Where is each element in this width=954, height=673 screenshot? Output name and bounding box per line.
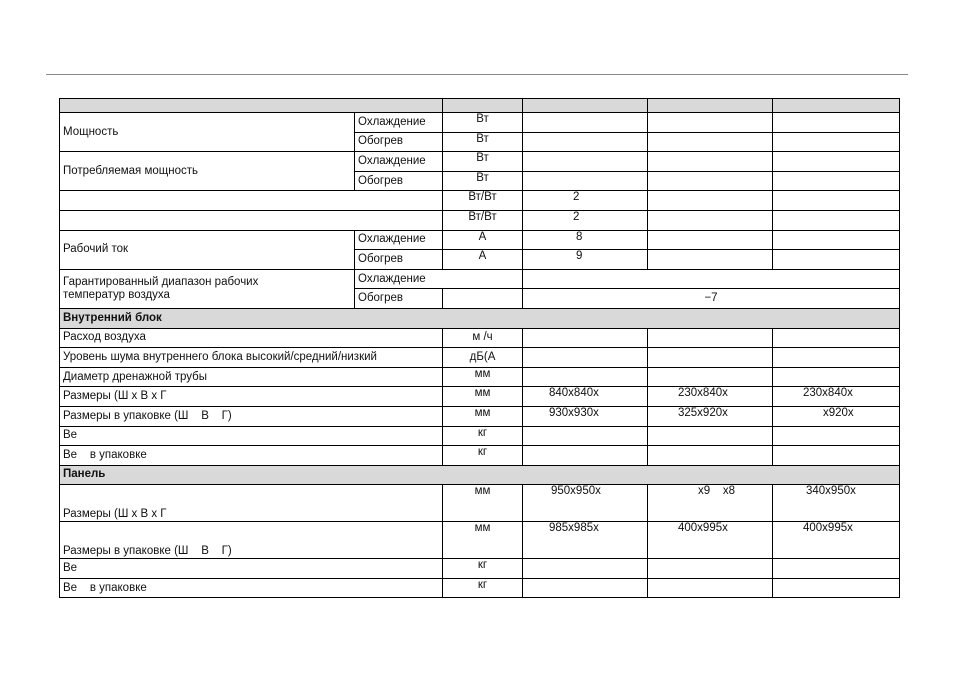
- panel-pack-dims-value: 400x995x: [773, 522, 900, 559]
- specifications-table: [59, 98, 900, 598]
- ratio2-unit: Вт/Вт: [443, 210, 523, 230]
- airflow-unit: м /ч: [443, 328, 523, 348]
- top-divider: [46, 74, 908, 75]
- table-row: [60, 387, 900, 407]
- current-value-heat: 9: [523, 250, 648, 270]
- current-heat-label: Обогрев: [355, 250, 443, 270]
- indoor-dims-label: Размеры (Ш х В х Г: [60, 387, 443, 407]
- table-row: [60, 348, 900, 368]
- consumption-unit-heat: Вт: [443, 171, 523, 191]
- power-heat-label: Обогрев: [355, 132, 443, 152]
- indoor-pack-weight-unit: кг: [443, 446, 523, 466]
- panel-pack-weight-label: Ве в упаковке: [60, 578, 443, 598]
- header-cell: [773, 99, 900, 113]
- table-row: [60, 485, 900, 522]
- ratio1-value: 2: [523, 191, 648, 211]
- table-row: [60, 406, 900, 426]
- panel-dims-label: Размеры (Ш х В х Г: [60, 485, 443, 522]
- indoor-pack-weight-label: Ве в упаковке: [60, 446, 443, 466]
- noise-label: Уровень шума внутреннего блока высокий/средний/низкий: [60, 348, 443, 368]
- indoor-pack-dims-value: 930x930x: [523, 406, 648, 426]
- table-row: [60, 446, 900, 466]
- section-row: [60, 465, 900, 485]
- panel-pack-weight-unit: кг: [443, 578, 523, 598]
- indoor-weight-label: Ве: [60, 426, 443, 446]
- indoor-dims-value: 840x840x: [523, 387, 648, 407]
- indoor-dims-value: 230x840x: [648, 387, 773, 407]
- panel-dims-value: 950x950x: [523, 485, 648, 522]
- table-row: [60, 230, 900, 250]
- indoor-pack-dims-label: Размеры в упаковке (Ш В Г): [60, 406, 443, 426]
- indoor-pack-dims-unit: мм: [443, 406, 523, 426]
- panel-weight-unit: кг: [443, 559, 523, 579]
- temp-heat-value: −7: [523, 289, 900, 309]
- panel-weight-label: Ве: [60, 559, 443, 579]
- panel-dims-value: 340x950x: [773, 485, 900, 522]
- current-value-cool: 8: [523, 230, 648, 250]
- table-row: [60, 559, 900, 579]
- header-cell: [523, 99, 648, 113]
- power-cool-label: Охлаждение: [355, 113, 443, 133]
- current-unit-heat: А: [443, 250, 523, 270]
- power-unit-heat: Вт: [443, 132, 523, 152]
- header-cell: [443, 99, 523, 113]
- temp-cool-label: Охлаждение: [355, 269, 523, 289]
- current-label: Рабочий ток: [60, 230, 355, 269]
- consumption-cool-label: Охлаждение: [355, 152, 443, 172]
- panel-section-title: Панель: [60, 465, 900, 485]
- panel-pack-dims-value: 400x995x: [648, 522, 773, 559]
- power-label: Мощность: [60, 113, 355, 152]
- indoor-dims-unit: мм: [443, 387, 523, 407]
- indoor-section-title: Внутренний блок: [60, 308, 900, 328]
- airflow-label: Расход воздуха: [60, 328, 443, 348]
- table-row: [60, 578, 900, 598]
- panel-pack-dims-label: Размеры в упаковке (Ш В Г): [60, 522, 443, 559]
- panel-pack-dims-value: 985x985x: [523, 522, 648, 559]
- table-row: [60, 113, 900, 133]
- indoor-weight-unit: кг: [443, 426, 523, 446]
- table-row: [60, 522, 900, 559]
- table-row: [60, 191, 900, 211]
- table-row: [60, 269, 900, 289]
- table-row: [60, 367, 900, 387]
- ratio1-unit: Вт/Вт: [443, 191, 523, 211]
- panel-pack-dims-unit: мм: [443, 522, 523, 559]
- panel-dims-unit: мм: [443, 485, 523, 522]
- temp-range-label-line2: температур воздуха: [63, 288, 170, 301]
- indoor-dims-value: 230x840x: [773, 387, 900, 407]
- power-unit-cool: Вт: [443, 113, 523, 133]
- table-row: [60, 328, 900, 348]
- drain-unit: мм: [443, 367, 523, 387]
- noise-unit: дБ(А: [443, 348, 523, 368]
- current-unit-cool: А: [443, 230, 523, 250]
- current-cool-label: Охлаждение: [355, 230, 443, 250]
- table-row: [60, 210, 900, 230]
- table-row: [60, 426, 900, 446]
- header-cell: [648, 99, 773, 113]
- temp-heat-label: Обогрев: [355, 289, 443, 309]
- temp-range-label: [60, 269, 355, 308]
- section-row: [60, 308, 900, 328]
- consumption-heat-label: Обогрев: [355, 171, 443, 191]
- indoor-pack-dims-value: 325x920x: [648, 406, 773, 426]
- table-header-row: [60, 99, 900, 113]
- indoor-pack-dims-value: x920x: [773, 406, 900, 426]
- drain-label: Диаметр дренажной трубы: [60, 367, 443, 387]
- header-cell: [60, 99, 443, 113]
- consumption-label: Потребляемая мощность: [60, 152, 355, 191]
- panel-dims-value: x9 x8: [648, 485, 773, 522]
- consumption-unit-cool: Вт: [443, 152, 523, 172]
- table-row: [60, 152, 900, 172]
- temp-range-label-line1: Гарантированный диапазон рабочих: [63, 275, 259, 288]
- ratio2-value: 2: [523, 210, 648, 230]
